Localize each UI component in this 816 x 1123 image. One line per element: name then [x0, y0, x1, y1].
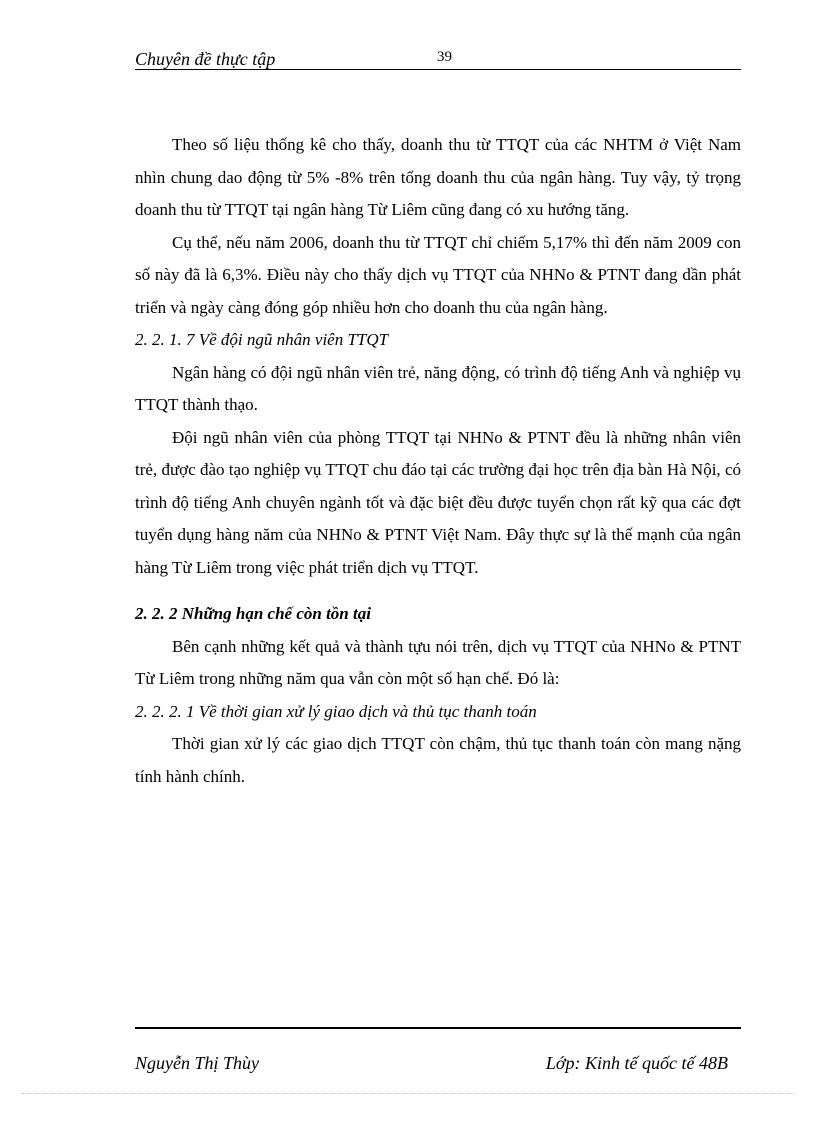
header-title: Chuyên đề thực tập: [135, 49, 276, 69]
page-header: [135, 48, 741, 70]
footer-rule: [135, 1027, 741, 1029]
header-rule: [135, 69, 741, 70]
page-edge-divider: [22, 1093, 794, 1094]
footer-class: Lớp: Kinh tế quốc tế 48B: [545, 1053, 728, 1073]
page-number: 39: [437, 49, 452, 65]
footer-author: Nguyễn Thị Thùy: [135, 1053, 259, 1073]
section-heading-222: 2. 2. 2 Những hạn chế còn tồn tại: [135, 604, 371, 623]
paragraph-limitations-intro: Bên cạnh những kết quả và thành tựu nói trên, dịch vụ TTQT của NHNo & PTNT Từ Liêm trong những năm qua vẫn còn một số hạn chế. Đó là:: [135, 636, 741, 688]
paragraph-processing-time: Thời gian xử lý các giao dịch TTQT còn chậm, thủ tục thanh toán còn mang nặng tính hành chính.: [135, 734, 741, 786]
section-heading-2221: 2. 2. 2. 1 Về thời gian xử lý giao dịch và thủ tục thanh toán: [135, 701, 537, 721]
page-body: [135, 129, 741, 793]
paragraph-staff-detail: Đội ngũ nhân viên của phòng TTQT tại NHNo & PTNT đều là những nhân viên trẻ, được đào tạo nghiệp vụ TTQT chu đáo tại các trường đại học trên địa bàn Hà Nội, có trình độ tiếng Anh chuyên ngành tốt và đặc biệt đều được tuyển chọn rất kỹ qua các đợt tuyển dụng hàng năm của NHNo & PTNT Việt Nam. Đây thực sự là thế mạnh của ngân hàng Từ Liêm trong việc phát triển dịch vụ TTQT.: [135, 427, 741, 577]
paragraph-revenue-share: Theo số liệu thống kê cho thấy, doanh thu từ TTQT của các NHTM ở Việt Nam nhìn chung dao động từ 5% -8% trên tổng doanh thu của ngân hàng. Tuy vậy, tỷ trọng doanh thu từ TTQT tại ngân hàng Từ Liêm cũng đang có xu hướng tăng.: [135, 135, 741, 219]
paragraph-revenue-detail: Cụ thể, nếu năm 2006, doanh thu từ TTQT chỉ chiếm 5,17% thì đến năm 2009 con số này đã là 6,3%. Điều này cho thấy dịch vụ TTQT của NHNo & PTNT đang dần phát triển và ngày càng đóng góp nhiều hơn cho doanh thu của ngân hàng.: [135, 232, 741, 317]
paragraph-staff-summary: Ngân hàng có đội ngũ nhân viên trẻ, năng động, có trình độ tiếng Anh và nghiệp vụ TTQT thành thạo.: [135, 362, 741, 414]
section-heading-2217: 2. 2. 1. 7 Về đội ngũ nhân viên TTQT: [135, 330, 389, 349]
